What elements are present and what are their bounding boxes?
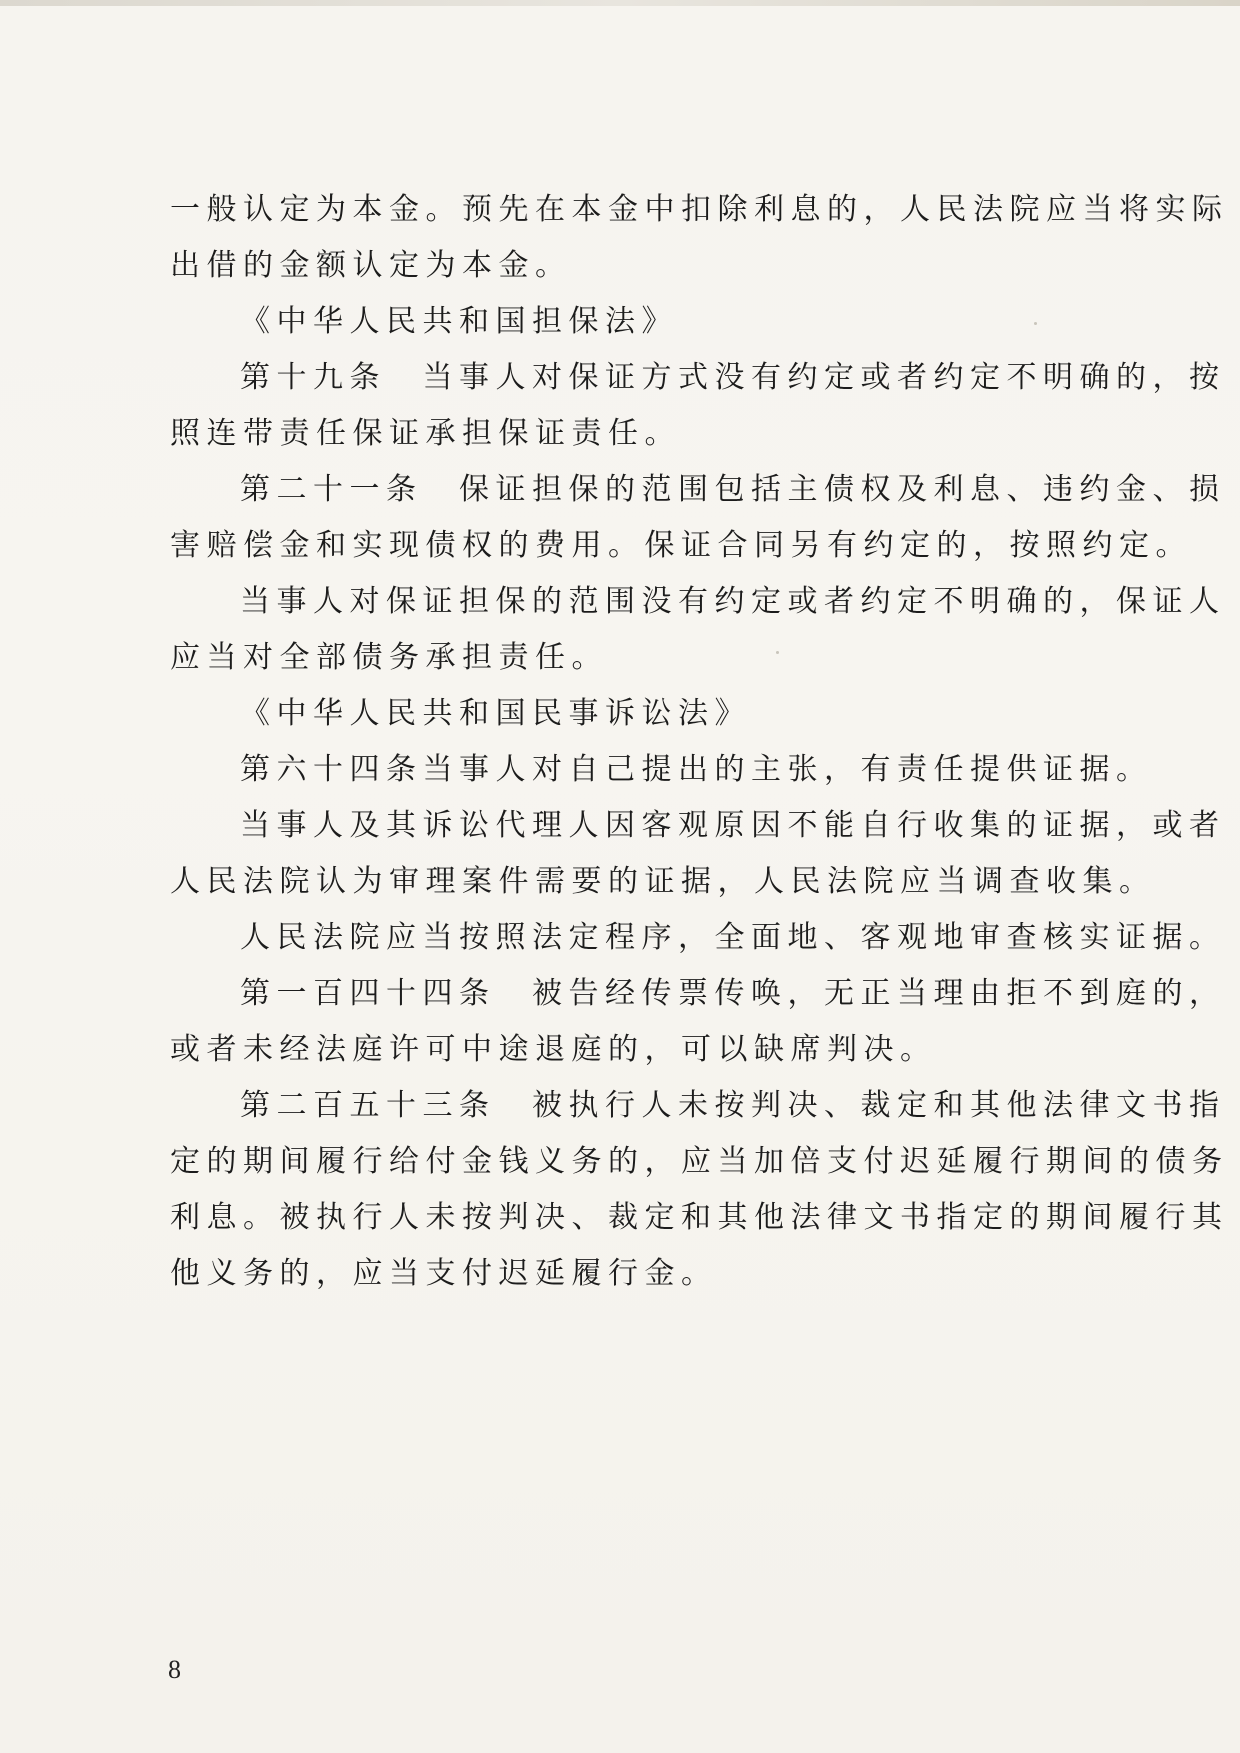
text-line: 第六十四条当事人对自己提出的主张，有责任提供证据。 — [240, 752, 1153, 787]
text-line: 利息。被执行人未按判决、裁定和其他法律文书指定的期间履行其 — [170, 1200, 1229, 1235]
text-line: 定的期间履行给付金钱义务的，应当加倍支付迟延履行期间的债务 — [170, 1144, 1229, 1179]
paper-speck — [1034, 322, 1037, 325]
text-line: 人民法院应当按照法定程序，全面地、客观地审查核实证据。 — [240, 920, 1226, 955]
section-heading: 《中华人民共和国担保法》 — [240, 304, 678, 339]
text-line: 人民法院认为审理案件需要的证据，人民法院应当调查收集。 — [170, 864, 1156, 899]
paper-speck — [776, 651, 779, 654]
text-line: 一般认定为本金。预先在本金中扣除利息的，人民法院应当将实际 — [170, 192, 1229, 227]
text-line: 他义务的，应当支付迟延履行金。 — [170, 1256, 718, 1291]
text-line: 当事人及其诉讼代理人因客观原因不能自行收集的证据，或者 — [240, 808, 1226, 843]
text-line: 第一百四十四条 被告经传票传唤，无正当理由拒不到庭的， — [240, 976, 1226, 1011]
scan-edge — [0, 0, 1240, 6]
text-line: 照连带责任保证承担保证责任。 — [170, 416, 681, 451]
text-line: 应当对全部债务承担责任。 — [170, 640, 608, 675]
text-line: 第二十一条 保证担保的范围包括主债权及利息、违约金、损 — [240, 472, 1226, 507]
text-line: 第二百五十三条 被执行人未按判决、裁定和其他法律文书指 — [240, 1088, 1226, 1123]
text-line: 当事人对保证担保的范围没有约定或者约定不明确的，保证人 — [240, 584, 1226, 619]
text-line: 害赔偿金和实现债权的费用。保证合同另有约定的，按照约定。 — [170, 528, 1192, 563]
section-heading: 《中华人民共和国民事诉讼法》 — [240, 696, 751, 731]
text-line: 或者未经法庭许可中途退庭的，可以缺席判决。 — [170, 1032, 937, 1067]
text-line: 出借的金额认定为本金。 — [170, 248, 572, 283]
text-line: 第十九条 当事人对保证方式没有约定或者约定不明确的，按 — [240, 360, 1226, 395]
page-number: 8 — [168, 1655, 181, 1684]
